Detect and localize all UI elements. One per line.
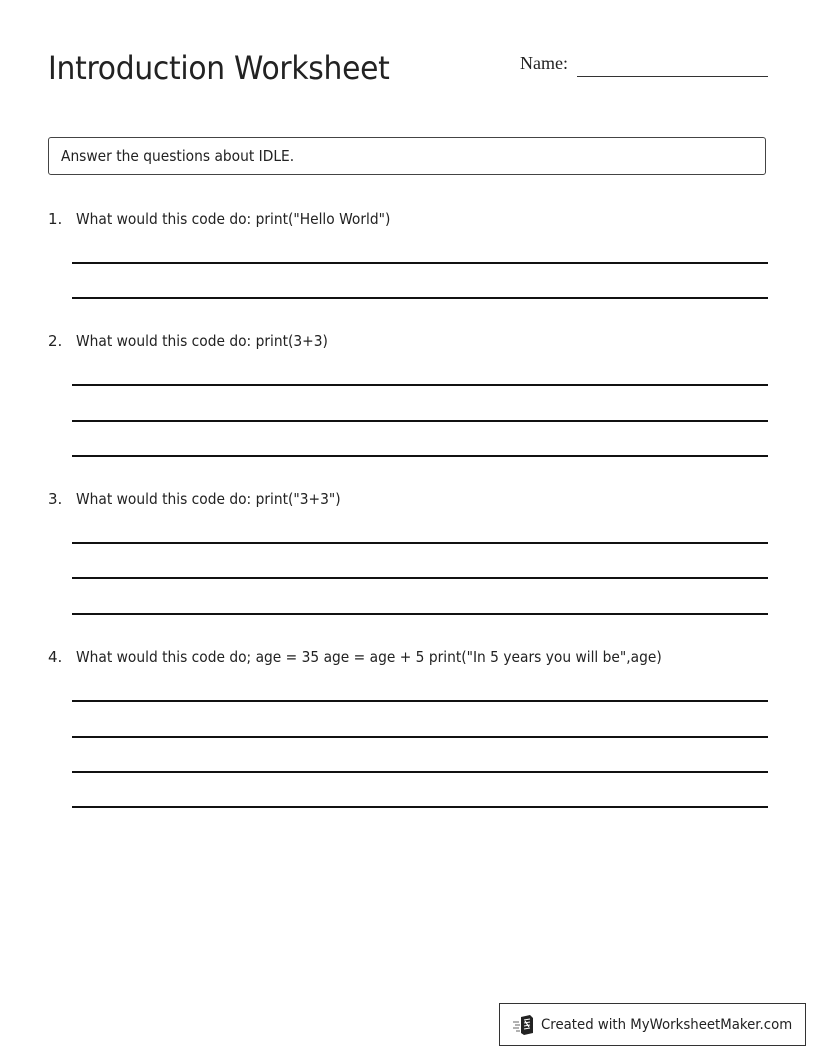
- question-number: 2.: [48, 332, 63, 350]
- answer-line-3-1[interactable]: [72, 542, 768, 544]
- question-number: 1.: [48, 210, 63, 228]
- question-text: What would this code do: print("3+3"): [76, 490, 341, 508]
- instructions-text: Answer the questions about IDLE.: [61, 147, 295, 165]
- answer-line-4-1[interactable]: [72, 700, 768, 702]
- name-input-line[interactable]: [577, 76, 768, 77]
- answer-line-1-2[interactable]: [72, 297, 768, 299]
- answer-line-2-3[interactable]: [72, 455, 768, 457]
- answer-line-4-3[interactable]: [72, 771, 768, 773]
- question-text: What would this code do; age = 35 age = age + 5 print("In 5 years you will be",age): [76, 648, 662, 666]
- answer-line-4-2[interactable]: [72, 736, 768, 738]
- question-text: What would this code do: print("Hello World"): [76, 210, 391, 228]
- answer-line-3-3[interactable]: [72, 613, 768, 615]
- worksheet-maker-logo-icon: [512, 1014, 536, 1036]
- question-number: 3.: [48, 490, 63, 508]
- question-text: What would this code do: print(3+3): [76, 332, 328, 350]
- answer-line-1-1[interactable]: [72, 262, 768, 264]
- page-title: Introduction Worksheet: [48, 49, 390, 87]
- answer-line-3-2[interactable]: [72, 577, 768, 579]
- answer-line-4-4[interactable]: [72, 806, 768, 808]
- question-number: 4.: [48, 648, 63, 666]
- instructions-box: [48, 137, 766, 175]
- answer-line-2-1[interactable]: [72, 384, 768, 386]
- footer-text: Created with MyWorksheetMaker.com: [541, 1016, 793, 1033]
- name-label: Name:: [520, 53, 568, 73]
- answer-line-2-2[interactable]: [72, 420, 768, 422]
- footer-badge[interactable]: [499, 1003, 806, 1046]
